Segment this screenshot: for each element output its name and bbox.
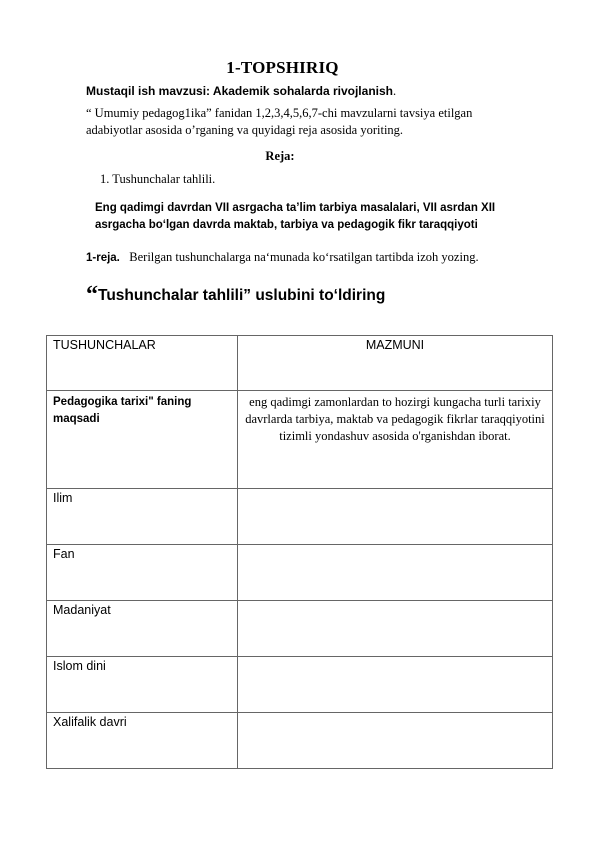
concepts-table [46, 335, 553, 769]
table-header-row [47, 336, 553, 391]
meaning-cell[interactable] [238, 545, 553, 601]
table-row [47, 713, 553, 769]
task-line [86, 250, 479, 265]
term-cell: Xalifalik davri [47, 713, 238, 769]
term-cell: Madaniyat [47, 601, 238, 657]
table-row [47, 657, 553, 713]
table-row [47, 601, 553, 657]
table-row [47, 489, 553, 545]
table-row [47, 545, 553, 601]
example-term: Pedagogika tarixi" faning maqsadi [47, 391, 238, 489]
plan-topic: Eng qadimgi davrdan VII asrgacha ta’lim tarbiya masalalari, VII asrdan XII asrgacha bo‘lgan davrda maktab, tarbiya va pedagogik fikr taraqqiyoti [95, 202, 496, 231]
plan-heading: Reja: [265, 149, 295, 163]
subject-line [86, 84, 396, 99]
column-header-content: MAZMUNI [238, 336, 553, 391]
example-meaning: eng qadimgi zamonlardan to hozirgi kungacha turli tarixiy davrlarda tarbiya, maktab va pedagogik fikrlar taraqqiyotini tizimli yondashuv asosida o'rganishdan iborat. [238, 391, 553, 489]
table-row-example [47, 391, 553, 489]
term-cell: Ilim [47, 489, 238, 545]
term-cell: Islom dini [47, 657, 238, 713]
section-heading [86, 282, 385, 309]
meaning-cell[interactable] [238, 713, 553, 769]
task-text: Berilgan tushunchalarga na‘munada ko‘rsatilgan tartibda izoh yozing. [129, 250, 479, 264]
meaning-cell[interactable] [238, 489, 553, 545]
heading-quote: “ [86, 282, 98, 308]
subject-end: . [392, 84, 397, 98]
task-label: 1-reja. [86, 252, 120, 264]
meaning-cell[interactable] [238, 657, 553, 713]
page-title: 1-TOPSHIRIQ [226, 58, 339, 77]
meaning-cell[interactable] [238, 601, 553, 657]
subject-label: Mustaqil ish mavzusi: Akademik sohalarda rivojlanish [86, 84, 393, 98]
column-header-concepts: TUSHUNCHALAR [47, 336, 238, 391]
heading-text: Tushunchalar tahlili” uslubini to‘ldiring [98, 287, 386, 304]
term-cell: Fan [47, 545, 238, 601]
plan-item-1: 1. Tushunchalar tahlili. [100, 172, 216, 186]
intro-paragraph: “ Umumiy pedagog1ika” fanidan 1,2,3,4,5,6,7-chi mavzularni tavsiya etilgan adabiyotlar asosida o’rganing va quyidagi reja asosida yoriting. [86, 106, 473, 137]
